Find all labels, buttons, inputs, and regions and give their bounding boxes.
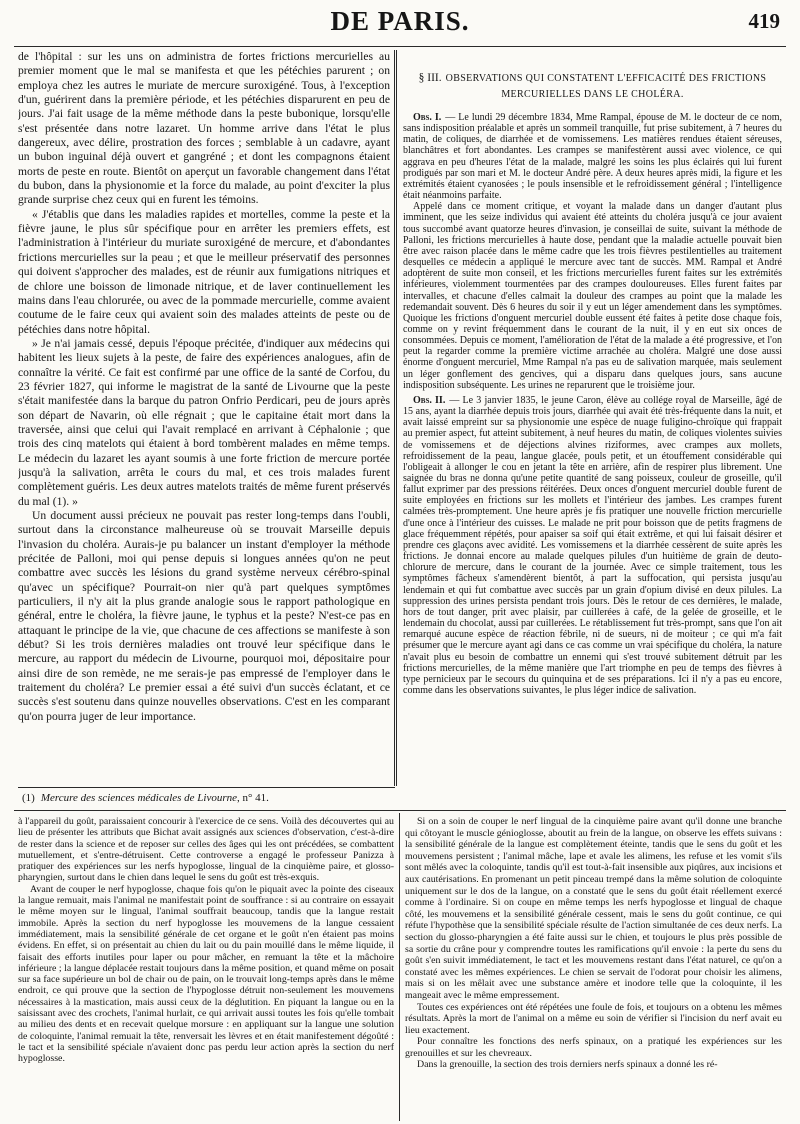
page-number: 419 — [748, 9, 780, 33]
column-top-right — [403, 50, 782, 780]
column-divider-bottom — [399, 813, 400, 1121]
section-number: § III. — [418, 72, 442, 84]
section-heading — [403, 70, 782, 103]
section-separator-rule — [14, 810, 786, 811]
header-rule — [14, 46, 786, 47]
page-header-title: DE PARIS. — [330, 6, 470, 36]
paragraph: Dans la grenouille, la section des trois derniers nerfs spinaux a donné les ré- — [417, 1059, 718, 1071]
section-heading-line-1 — [403, 70, 782, 87]
section-heading-text-1: OBSERVATIONS QUI CONSTATENT L'EFFICACITÉ DES FRICTIONS — [445, 73, 767, 84]
paragraph: Toutes ces expériences ont été répétées une foule de fois, et toujours on a obtenu les mêmes résultats. Après la mort de l'animal on a même eu soin de vérifier si l'incision du nerf avait eu lieu exactement. — [405, 1001, 782, 1036]
paragraph: Si on a soin de couper le nerf lingual de la cinquième paire avant qu'il donne une branche qui côtoyant le muscle génioglosse, aboutit au frein de la langue, on observe les effets suivans : la sensibilité générale de la langue est complètement éteinte, tandis que le sens du goût et les mouvemens persistent ; l'animal mâche, lape et avale les alimens, les refuse et les vomit s'ils sont mêlés avec la coloquinte, tandis qu'il est tout-à-fait insensible aux piqûres, aux incisions et aux cautérisations. En promenant un petit pinceau trempé dans la même solution de coloquinte uniquement sur le dos de la langue, on a constaté que le sens du goût était réellement exercé comme à l'ordinaire. Si on coupe en même temps les nerfs hypoglosse et lingual de chaque côté, les mouvemens et la sensibilité générale cessent, mais le sens du goût continue, ce qui réfute l'hypothèse que la sensibilité spéciale résulte de l'action simultanée de ces deux nerfs. La section du glosso-pharyngien a été faite aussi sur le chien, et toujours le plus près possible de sa sortie du crâne pour y comprendre toutes les ramifications qu'il envoie : la perte du sens du goût s'en suivit immédiatement, le tact et les mouvemens restant dans l'état naturel, ce qu'on a constaté avec les mêmes expériences. Le chien se servait de l'odorat pour choisir les alimens, mais si on les mêlait avec une substance amère et inodore telle que la coloquinte, il les mangeait avec le même empressement. — [405, 816, 782, 1001]
footnote-source-title: Mercure des sciences médicales de Livourne — [40, 792, 238, 804]
column-divider-top — [394, 50, 400, 786]
column-top-left — [18, 50, 390, 786]
footnote-marker: (1) — [22, 792, 35, 804]
section-heading-line-2: MERCURIELLES DANS LE CHOLÉRA. — [501, 89, 684, 100]
column-bottom-right — [405, 816, 782, 1120]
observation-text: — Le lundi 29 décembre 1834, Mme Rampal, épouse de M. le docteur de ce nom, sans indisposition préalable et après un sommeil tranquille, fut prise subitement, à 7 heures du matin, de coliques, de diarrhée et de vomissemens. Les matières rendues étaient séreuses, blanchâtres et fort abondantes. Les crampes se manifestèrent aussi avec violence, ce qui aggrava en peu d'heures l'état de la malade, malgré les soins les plus éclairés qui lui furent prodigués par son mari et M. le docteur André père. A deux heures après midi, la figure et les extrémités étaient cyanosées ; le pouls insensible et le refroidissement général ; l'intelligence était néanmoins parfaite. — [403, 112, 782, 202]
paragraph: « J'établis que dans les maladies rapides et mortelles, comme la peste et la fièvre jaune, le plus sûr spécifique pour en arrêter les premiers effets, est l'administration à l'intérieur du muriate suroxigéné de mercure, et d'abondantes frictions mercurielles sur la peau ; et que le meilleur préservatif des personnes qui doivent s'approcher des malades, est de réunir aux fumigations nitriques et de chlore une boisson de limonade nitrique, et de laver continuellement les mains dans l'eau chlorurée, ou avec de la pommade mercurielle, comme avaient coutume de le faire ceux qui avaient soin des malades atteints de peste ou de pétéchies dans notre hôpital. — [18, 207, 390, 336]
column-bottom-left — [18, 816, 394, 1116]
observation-label: Obs. I. — [413, 112, 442, 123]
paragraph: à l'appareil du goût, paraissaient concourir à l'exercice de ce sens. Voilà des découvertes qui au lieu de présenter les attributs que Bichat avait assignés aux sciences d'observation, c'est-à-dire de rester dans la science et de reposer sur celles des âges qui les ont précédées, se combattent mutuellement, et s'entre-détruisent. Cette controverse a engagé le professeur Panizza à pratiquer des expériences sur les nerfs hypoglosse, lingual de la cinquième paire, et glosso-pharyngien, surtout dans le chien dans lequel le sens du goût est très-exquis. — [18, 816, 394, 884]
paragraph: Pour connaître les fonctions des nerfs spinaux, on a pratiqué les expériences sur les grenouilles et sur les chevreaux. — [405, 1036, 782, 1059]
observation-2 — [403, 395, 782, 696]
paragraph: Appelé dans ce moment critique, et voyant la malade dans un danger d'autant plus imminent, que les seize individus qui avaient été atteints du choléra jusqu'à ce jour avaient tous succombé avant quatorze heures d'invasion, je conseillai de suite, suivant la méthode de Palloni, les frictions mercurielles à haute dose, pendant que la maladie actuelle pouvait bien être avec raison placée dans le même cadre que les trois fièvres pestilentielles au traitement desquelles ce médecin a appliqué le mercure avec tant de succès. MM. Rampal et André adoptèrent de suite mon conseil, et les frictions mercurielles furent faites sur les extrémités inférieures, violemment tourmentées par des crampes douloureuses. Elles furent faites par intervalles, et chacune d'elles calmait la douleur des crampes au point que la malade les redemandait souvent. Dès 6 heures du soir il y eut un léger amendement dans les symptômes. Quoique les frictions d'onguent mercuriel double eussent été faites à petite dose chaque fois, comme on y revint fréquemment dans le courant de la nuit, il y en eut six onces de consommées. Depuis ce moment, l'amélioration de l'état de la malade a été progressive, et l'on peut la regarder comme la première victime arrachée au choléra. Malgré une dose aussi énorme d'onguent mercuriel, Mme Rampal n'a pas eu de salivation marquée, mais seulement un léger gonflement des gencives, qui a disparu dans quelques jours, sans aucune indisposition subséquente. Les urines ne reparurent que le troisième jour. — [403, 201, 782, 391]
observation-text: — Le 3 janvier 1835, le jeune Caron, élève au collége royal de Marseille, âgé de 15 ans, ayant la diarrhée depuis trois jours, diarrhée qui avait été très-fréquente dans la nuit, et avait laissé empreint sur sa physionomie une espèce de nuage fuligino-chroïque qui frappait au premier aspect, fut atteint subitement, à neuf heures du matin, de coliques violentes suivies de vomissemens et de déjections alvines riziformes, avec crampes aux mollets, refroidissement de la peau, langue glacée, pouls petit, et un étouffement considérable qui l'obligeait à allonger le cou en jetant la tête en arrière, afin de respirer plus librement. Une saignée du bras ne donna qu'une petite quantité de sang poisseux, couleur de groseille, qu'il fallut exprimer par des pressions réitérées. Deux onces d'onguent mercuriel double furent de suite employées en frictions sur les mollets et l'intérieur des jambes. Les crampes furent calmées très-promptement. Une heure après je fis pratiquer une nouvelle friction mercurielle d'une once à l'intérieur des cuisses. Le malade ne prit pour boisson que de petits fragmens de glace fréquemment répétés, pour apaiser sa soif qui était extrême, et qui lui faisait désirer et prendre ces glaçons avec avidité. Les vomissemens et la diarrhée cessèrent de suite après les frictions. Je donnai encore au malade quelques pilules d'un huitième de grain de deuto-chlorure de mercure, dans le courant de la journée. Avec ce simple traitement, tous les symptômes fâcheux s'amendèrent bientôt, à part la suffocation, qui persista jusqu'au lendemain et qui fut combattue avec succès par un grain d'opium divisé en deux pilules. La suppression des urines persista pendant trois jours. Dès le retour de ces dernières, le malade, hors de tout danger, prit avec plaisir, par cuillerées à café, de la gelée de groseille, et le lendemain du chocolat, aussi par cuillerées. Le rétablissement fut très-prompt, sans que l'on ait remarqué aucune espèce de réaction fébrile, ni de sueurs, ni de moiteur ; ce qui m'a fait présumer que le mercure ayant agi dans ce cas comme un vrai spécifique du choléra, la nature n'avait plus eu besoin de combattre un ennemi qui s'est trouvé subitement détruit par les frictions mercurielles, de la même manière que l'art triomphe en peu de temps des fièvres à type pernicieux par le secours du quinquina et de ses préparations. Ici il n'y a pas eu encore, comme dans les observations suivantes, le plus léger indice de salivation. — [403, 394, 782, 696]
observation-1 — [403, 112, 782, 201]
paragraph: Un document aussi précieux ne pouvait pas rester long-temps dans l'oubli, surtout dans la circonstance malheureuse où se trouvait Marseille depuis l'invasion du choléra. Aurais-je pu balancer un instant d'employer la méthode précitée de Palloni, moi qui pense depuis si longues années qu'on ne peut combattre avec succès les lésions du grand système nerveux cérébro-spinal qu'avec un spécifique? Pourrait-on nier qu'à part quelques symptômes particuliers, il n'y ait la plus grande analogie sous le rapport pathologique en général, entre le choléra, la fièvre jaune, le typhus et la peste? N'est-ce pas en attaquant le principe de la vie, que chacune de ces affections se manifeste à son début? Si les trois dernières maladies ont trouvé leur spécifique dans le mercure, au rapport du médecin de Livourne, pourquoi moi, dépositaire pour ainsi dire de son remède, ne me serais-je pas empressé de l'employer dans le traitement du choléra? Le premier essai a été suivi d'un succès éclatant, et ce succès s'est soutenu dans quinze nouvelles observations. C'est en les comparant qu'on pourra juger de leur importance. — [18, 509, 390, 723]
paragraph: de l'hôpital : sur les uns on administra de fortes frictions mercurielles au premier moment que le mal se manifesta et que les pétéchies parurent ; on employa chez les autres le muriate de mercure suroxigéné. Tous, à l'exception d'un, guérirent dans la première période, et les pétéchies disparurent en peu de jours. J'ai fait usage de la même méthode dans la peste bubonique, lorsqu'elle s'est présentée dans notre lazaret. Un homme arrive dans l'état le plus dangereux, avec délire, prostration des forces ; semblable à un cadavre, ayant un bubon inguinal déjà ouvert et gangréné ; et dont les compagnons étaient morts de peste en route. Bientôt on aperçut un favorable changement dans l'état du bubon, dans la physionomie et la force du malade, au point d'exciter la plus grande surprise chez ceux qui en furent les témoins. — [18, 50, 390, 207]
footnote-rule — [18, 787, 395, 788]
paragraph: Avant de couper le nerf hypoglosse, chaque fois qu'on le piquait avec la pointe des ciseaux la langue remuait, mais l'animal ne manifestait point de souffrance : si au contraire on essayait le même moyen sur le lingual, l'animal souffrait beaucoup, tandis que la langue restait immobile. Après la section du nerf hypoglosse les mouvemens de la langue cessaient immédiatement, mais la sensibilité générale de cet organe et le goût n'en étaient pas moins évidens. En effet, si on présentait au chien du lait ou du pain mouillé dans le même liquide, il faisait des efforts inutiles pour laper ou pour mâcher, en remuant la tête et la mâchoire inférieure ; la langue déplacée restait toujours dans la même position, et quand même on posait sur sa face supérieure un bol de chair ou de pain, on le trouvait long-temps après dans le même endroit, ce qui prouve que la section de l'hypoglosse détruit non-seulement les mouvemens nécessaires à la mastication, mais aussi ceux de la déglutition. En piquant la langue ou en la saisissant avec des crochets, l'animal hurlait, ce qui arrivait aussi toutes les fois qu'elle tombait au milieu des dents et en recevait quelque morsure : en appliquant sur la langue une solution de coloquinte, l'animal remuait la tête, renversait les lèvres et en était manifestement dégoûté : le tact et la sensibilité spéciale n'avaient donc pas perdu leur action après la section du nerf hypoglosse. — [18, 883, 394, 1065]
observation-label: Obs. II. — [413, 394, 446, 406]
footnote-source-number: , n° 41. — [237, 792, 269, 804]
paragraph: » Je n'ai jamais cessé, depuis l'époque précitée, d'indiquer aux médecins qui habitent les lieux sujets à la peste, de faire des expériences analogues, afin de connaître la vérité. Ce fait est confirmé par une office de la santé de Corfou, du 23 février 1827, qui informe le magistrat de la santé de Livourne que la peste s'était manifestée dans la barque du patron Onfrio Perdicari, peu de jours après son départ de Navarin, où elle régnait ; que le capitaine était mort dans la traversée, ainsi que celui qui l'avait remplacé en arrivant à Céphalonie ; que trois des cinq matelots qui étaient à bord tombèrent malades en même temps. Le médecin du lazaret les ayant soumis à une forte friction de mercure portée jusqu'à la salivation, arrêta le cours du mal, et ces trois malades furent complètement guéris. Les deux autres matelots traités de même furent préservés du mal (1). » — [18, 336, 390, 508]
footnote — [22, 792, 392, 805]
